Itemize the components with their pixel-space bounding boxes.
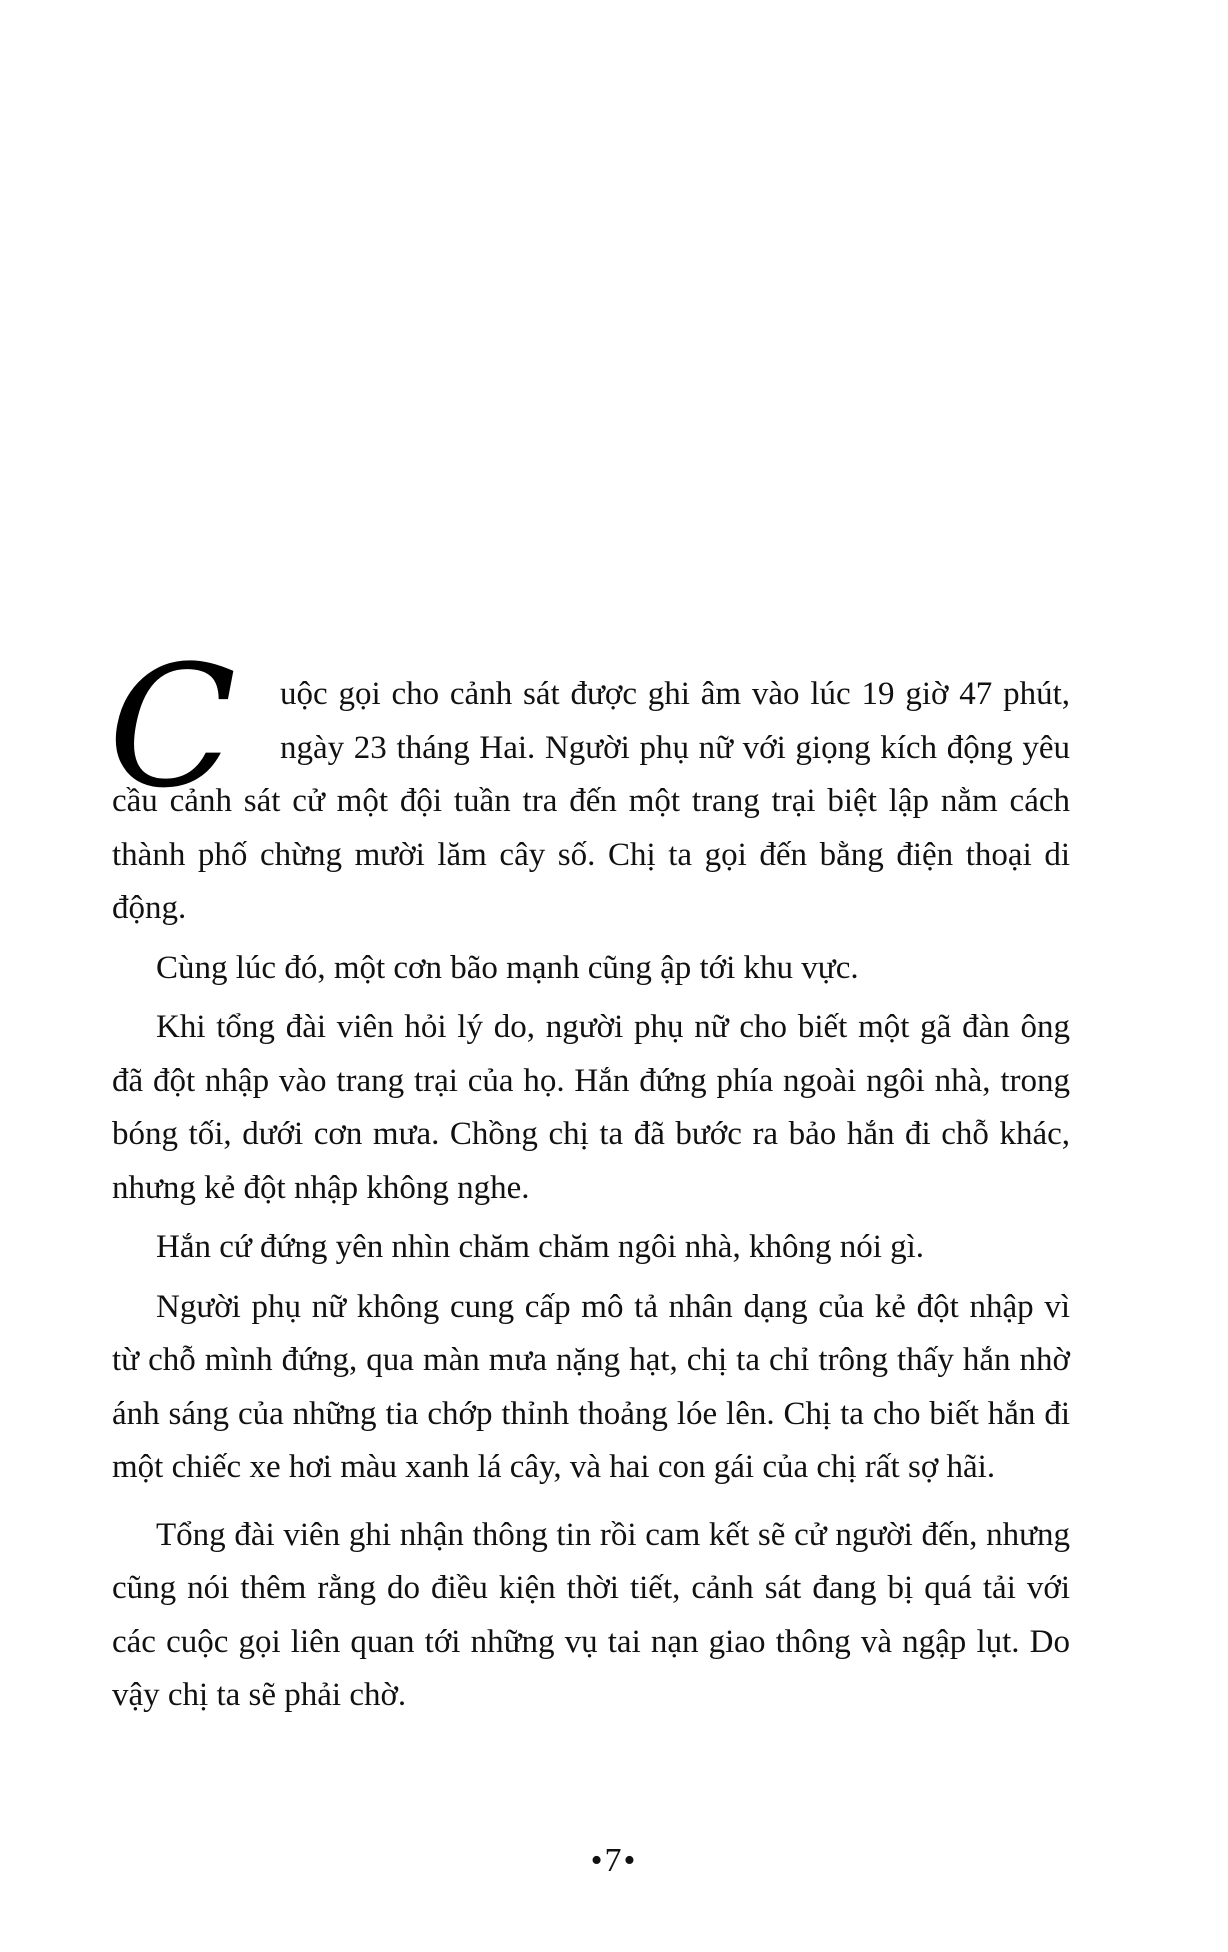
chapter-text: [108, 629, 1070, 1723]
paragraph-3: Khi tổng đài viên hỏi lý do, người phụ nữ cho biết một gã đàn ông đã đột nhập vào trang trại của họ. Hắn đứng phía ngoài ngôi nhà, trong bóng tối, dưới cơn mưa. Chồng chị ta đã bước ra bảo hắn đi chỗ khác, nhưng kẻ đột nhập không nghe.: [112, 1009, 1070, 1206]
paragraph-5: Người phụ nữ không cung cấp mô tả nhân dạng của kẻ đột nhập vì từ chỗ mình đứng, qua màn mưa nặng hạt, chị ta chỉ trông thấy hắn nhờ ánh sáng của những tia chớp thỉnh thoảng lóe lên. Chị ta cho biết hắn đi một chiếc xe hơi màu xanh lá cây, và hai con gái của chị rất sợ hãi.: [112, 1288, 1070, 1485]
paragraph-4: Hắn cứ đứng yên nhìn chăm chăm ngôi nhà, không nói gì.: [156, 1229, 925, 1265]
paragraph-1-text: uộc gọi cho cảnh sát được ghi âm vào lúc 19 giờ 47 phút, ngày 23 tháng Hai. Người phụ nữ với giọng kích động yêu cầu cảnh sát cử một đội tuần tra đến một trang trại biệt lập nằm cách thành phố chừng mười lăm cây số. Chị ta gọi đến bằng điện thoại di động.: [112, 676, 1070, 926]
drop-cap: C: [108, 629, 237, 825]
paragraph-2: Cùng lúc đó, một cơn bão mạnh cũng ập tới khu vực.: [156, 949, 859, 986]
paragraph-1: [108, 629, 1070, 936]
page-number: •7•: [590, 1842, 638, 1879]
paragraph-6: Tổng đài viên ghi nhận thông tin rồi cam kết sẽ cử người đến, nhưng cũng nói thêm rằng do điều kiện thời tiết, cảnh sát đang bị quá tải với các cuộc gọi liên quan tới những vụ tai nạn giao thông và ngập lụt. Do vậy chị ta sẽ phải chờ.: [112, 1516, 1070, 1713]
